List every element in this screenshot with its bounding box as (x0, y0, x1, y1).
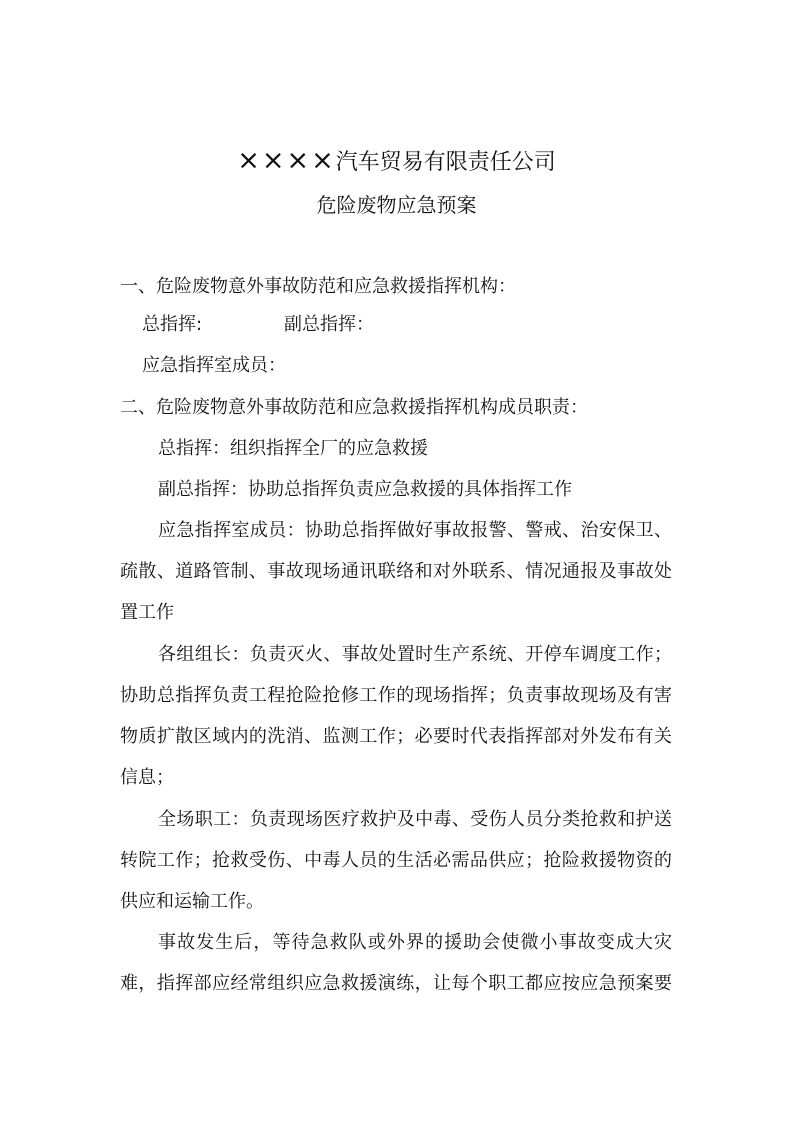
text-line: 供应和运输工作。 (120, 891, 264, 912)
text-line: 应急指挥室成员：协助总指挥做好事故报警、警戒、治安保卫、 (158, 520, 672, 541)
text-line: 协助总指挥负责工程抢险抢修工作的现场指挥；负责事故现场及有害 (120, 685, 672, 706)
section2-heading: 二、危险废物意外事故防范和应急救援指挥机构成员职责： (120, 397, 588, 418)
section1-heading: 一、危险废物意外事故防范和应急救援指挥机构： (120, 276, 516, 297)
text-line: 物质扩散区域内的洗消、监测工作；必要时代表指挥部对外发布有关 (120, 726, 672, 747)
text-line: 全场职工：负责现场医疗救护及中毒、受伤人员分类抢救和护送 (158, 809, 672, 830)
company-name: 汽车贸易有限责任公司 (335, 150, 556, 175)
text-line: 信息； (120, 767, 174, 788)
text-line: 置工作 (120, 602, 174, 623)
document-title (0, 145, 793, 176)
company-name-mask: ×××× (237, 145, 336, 176)
chief-commander-row (120, 313, 672, 337)
text-line: 难，指挥部应经常组织应急救援演练，让每个职工都应按应急预案要 (120, 973, 672, 994)
text-line: 各组组长：负责灭火、事故处置时生产系统、开停车调度工作； (158, 644, 672, 665)
command-room-label: 应急指挥室成员： (142, 355, 286, 376)
text-line: 疏散、道路管制、事故现场通讯联络和对外联系、情况通报及事故处 (120, 561, 672, 582)
text-line: 副总指挥：协助总指挥负责应急救援的具体指挥工作 (158, 479, 572, 500)
chief-commander-label: 总指挥: (142, 314, 203, 335)
text-line: 转院工作；抢救受伤、中毒人员的生活必需品供应；抢险救援物资的 (120, 850, 672, 871)
deputy-commander-label: 副总指挥： (284, 314, 374, 335)
text-line: 事故发生后，等待急救队或外界的援助会使微小事故变成大灾 (158, 932, 672, 953)
document-subtitle: 危险废物应急预案 (316, 193, 477, 217)
text-line: 总指挥：组织指挥全厂的应急救援 (158, 438, 428, 459)
